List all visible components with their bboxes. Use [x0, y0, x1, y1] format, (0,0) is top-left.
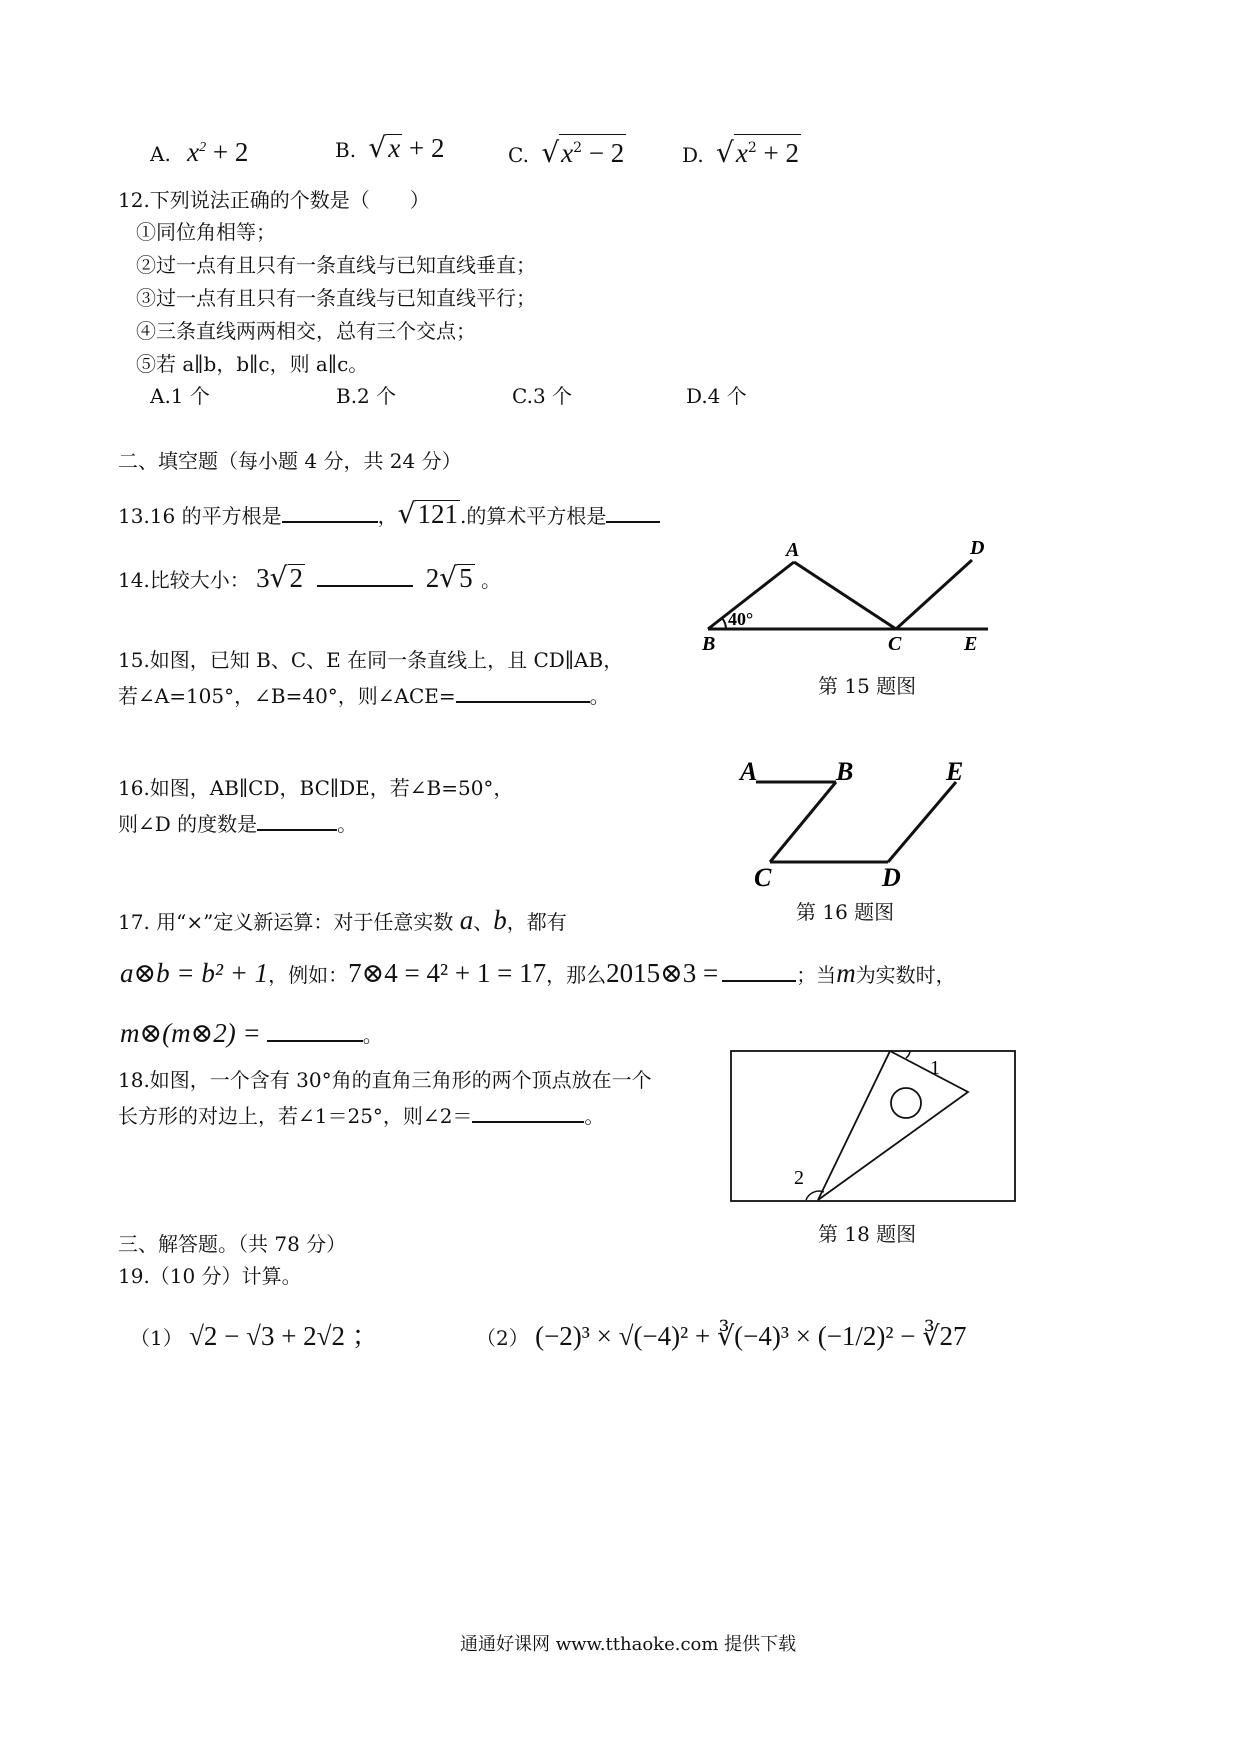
- q15-line-1: 15.如图，已知 B、C、E 在同一条直线上，且 CD∥AB，: [118, 648, 624, 672]
- label-e: E: [946, 757, 964, 786]
- angle-2-label: 2: [794, 1167, 804, 1189]
- q19-part-1: （1） √2 − √3 + 2√2 ；: [130, 1321, 379, 1351]
- section-2-heading: 二、填空题（每小题 4 分，共 24 分）: [118, 449, 462, 473]
- q15-blank: [456, 681, 590, 703]
- set-square-triangle: [818, 1051, 968, 1200]
- q15-figure: [700, 532, 1000, 655]
- q19-part-1-expr: √2 − √3 + 2√2 ；: [189, 1321, 379, 1351]
- q17-line-2: a⊗b = b² + 1，例如：7⊗4 = 4² + 1 = 17，那么2015⊗3 = ；当m为实数时，: [120, 958, 956, 988]
- q13-radicand: 121: [417, 499, 458, 529]
- q17-ask: 2015⊗3 =: [606, 958, 719, 988]
- q11-option-b-expr: √x + 2: [368, 131, 445, 164]
- q16-blank: [257, 809, 337, 831]
- q11-option-b: B. √x + 2: [335, 131, 445, 164]
- q12-option-c: C.3 个: [512, 384, 573, 408]
- angle-1-arc: [906, 1051, 910, 1058]
- q19-part-2-expr: (−2)³ × √(−4)² + ∛(−4)³ × (−1/2)² − ∛27: [535, 1321, 967, 1351]
- q16-line-1: 16.如图，AB∥CD，BC∥DE，若∠B=50°，: [118, 776, 514, 800]
- q19-stem: 19.（10 分）计算。: [118, 1264, 302, 1288]
- q12-stem: 12.下列说法正确的个数是（ ）: [118, 188, 430, 212]
- segment-bc: [770, 782, 836, 862]
- q11-option-a-expr: $x^2 + 2$: [187, 137, 249, 167]
- q11-option-a: A. $x^2 + 2$: [150, 137, 249, 167]
- label-b: B: [836, 757, 854, 786]
- q12-item-5: ⑤若 a∥b，b∥c，则 a∥c。: [136, 352, 369, 376]
- q15-line-2: 若∠A=105°，∠B=40°，则∠ACE= 。: [118, 681, 610, 708]
- q17-blank-1: [722, 960, 796, 982]
- q17-ask-2: m⊗(m⊗2) =: [120, 1018, 261, 1048]
- q18-blank: [472, 1101, 584, 1123]
- label-a: A: [786, 539, 800, 561]
- q12-option-a: A.1 个: [150, 384, 210, 408]
- q11-option-c: C. $√x^2 - 2$: [508, 136, 625, 169]
- q18-line-1: 18.如图，一个含有 30°角的直角三角形的两个顶点放在一个: [118, 1068, 652, 1092]
- label-c: C: [754, 863, 772, 892]
- q14-blank: [317, 565, 413, 587]
- q17-example: 7⊗4 = 4² + 1 = 17: [348, 958, 547, 988]
- q12-item-4: ④三条直线两两相交，总有三个交点；: [136, 319, 476, 343]
- label-e: E: [964, 633, 978, 655]
- label-a: A: [740, 757, 758, 786]
- q13-blank-1: [282, 501, 378, 523]
- q12-item-3: ③过一点有且只有一条直线与已知直线平行；: [136, 286, 536, 310]
- label-d: D: [882, 863, 901, 892]
- q16-line-2: 则∠D 的度数是 。: [118, 809, 357, 836]
- q17-line-3: m⊗(m⊗2) = 。: [120, 1018, 383, 1048]
- set-square-hole: [891, 1088, 921, 1118]
- q16-caption: 第 16 题图: [796, 900, 895, 924]
- q11-option-c-expr: $√x^2 - 2$: [541, 136, 625, 169]
- angle-1-label: 1: [930, 1057, 940, 1079]
- label-c: C: [888, 633, 902, 655]
- q11-option-d: D. $√x^2 + 2$: [682, 136, 800, 169]
- segment-ac: [794, 562, 896, 629]
- q18-line-2: 长方形的对边上，若∠1＝25°，则∠2＝ 。: [118, 1101, 604, 1128]
- q15-caption: 第 15 题图: [818, 674, 917, 698]
- angle-label-40: 40°: [728, 609, 754, 629]
- q17-blank-2: [267, 1020, 363, 1042]
- q12-item-2: ②过一点有且只有一条直线与已知直线垂直；: [136, 253, 536, 277]
- q18-caption: 第 18 题图: [818, 1222, 917, 1246]
- q17-definition: a⊗b = b² + 1: [120, 958, 269, 988]
- angle-b-arc: [722, 618, 726, 629]
- q13: 13.16 的平方根是 ，√121 .的算术平方根是: [118, 500, 660, 528]
- q16-figure: [740, 756, 970, 892]
- q11-option-d-expr: $√x^2 + 2$: [716, 136, 800, 169]
- q12-option-d: D.4 个: [686, 384, 747, 408]
- segment-de: [888, 782, 956, 862]
- label-d: D: [970, 537, 985, 559]
- footer: 通通好课网 www.tthaoke.com 提供下载: [460, 1634, 797, 1655]
- q12-option-b: B.2 个: [336, 384, 397, 408]
- q19-part-2: （2） (−2)³ × √(−4)² + ∛(−4)³ × (−1/2)² − ∛27: [476, 1321, 967, 1351]
- label-b: B: [702, 633, 716, 655]
- q13-blank-2: [606, 501, 660, 523]
- rectangle: [731, 1051, 1015, 1201]
- section-3-heading: 三、解答题。（共 78 分）: [118, 1232, 347, 1256]
- q18-figure: [730, 1050, 1016, 1202]
- q17-line-1: 17. 用“×”定义新运算：对于任意实数 a、b，都有: [118, 905, 567, 935]
- segment-cd: [896, 560, 972, 629]
- q12-item-1: ①同位角相等；: [136, 220, 276, 244]
- q14: 14.比较大小： 3√2 2√5 。: [118, 561, 501, 594]
